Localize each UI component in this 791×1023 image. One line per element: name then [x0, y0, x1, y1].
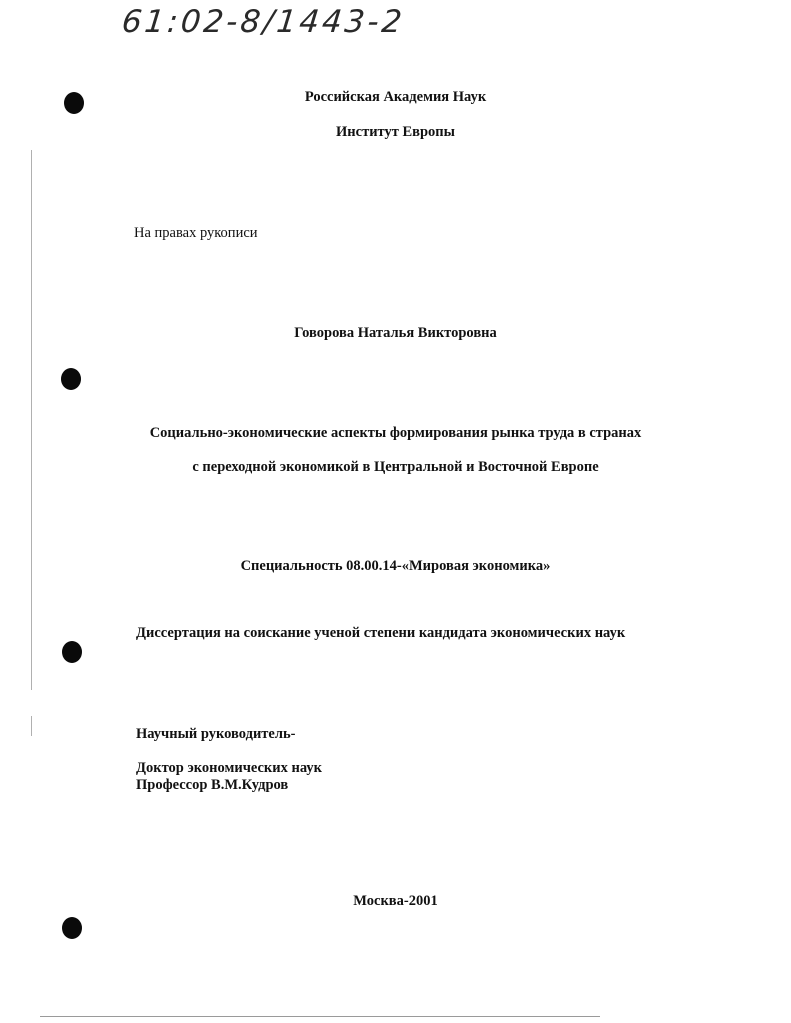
dissertation-degree: Диссертация на соискание ученой степени кандидата экономических наук — [136, 625, 626, 641]
punch-hole-2 — [61, 368, 81, 390]
archive-code-handwritten: 61:02-8/1443-2 — [120, 4, 407, 40]
advisor-label: Научный руководитель- — [136, 726, 296, 742]
author-name: Говорова Наталья Викторовна — [294, 325, 497, 341]
page-edge-line — [31, 150, 32, 690]
punch-hole-3 — [62, 641, 82, 663]
dissertation-title-line-1: Социально-экономические аспекты формирования рынка труда в странах — [149, 425, 642, 441]
page-edge-mark — [31, 716, 32, 736]
academy-name: Российская Академия Наук — [304, 89, 487, 105]
bottom-edge-line — [40, 1016, 600, 1017]
dissertation-title-line-2: с переходной экономикой в Центральной и Восточной Европе — [192, 459, 599, 475]
advisor-degree: Доктор экономических наук — [136, 760, 322, 776]
institute-name: Институт Европы — [336, 124, 455, 140]
advisor-name: Профессор В.М.Кудров — [136, 777, 289, 793]
manuscript-note: На правах рукописи — [134, 225, 258, 241]
punch-hole-4 — [62, 917, 82, 939]
specialty: Специальность 08.00.14-«Мировая экономика» — [240, 558, 551, 574]
place-year: Москва-2001 — [353, 893, 438, 909]
